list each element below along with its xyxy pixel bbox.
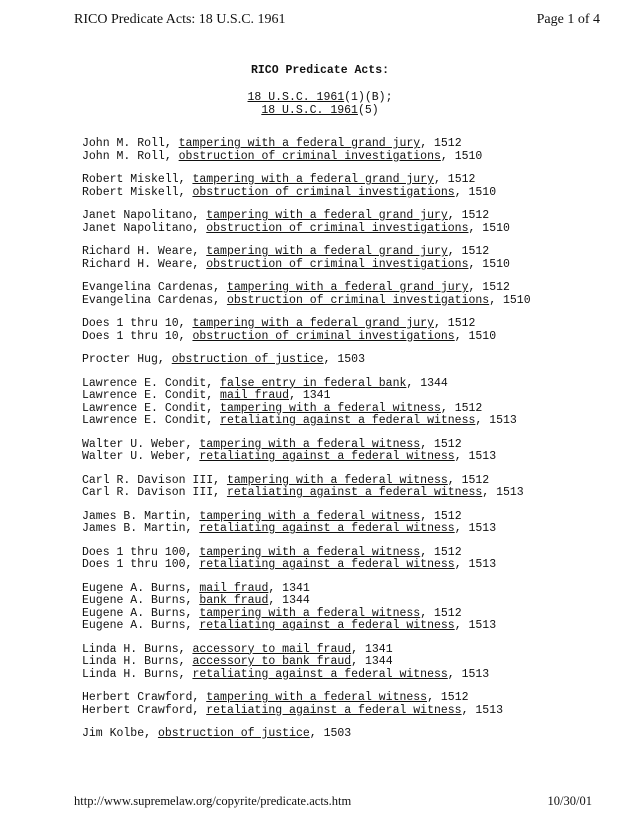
entry-row: Walter U. Weber, tampering with a federal witness, 1512 (82, 437, 462, 451)
predicate-act-link[interactable]: obstruction of criminal investigations (206, 221, 469, 235)
statute-section: 1510 (454, 149, 483, 163)
entry-row: Jim Kolbe, obstruction of justice, 1503 (82, 727, 352, 740)
predicate-act-link[interactable]: obstruction of justice (171, 353, 324, 366)
defendant-name: Carl R. Davison III (82, 473, 214, 487)
predicate-act-link[interactable]: mail fraud (220, 389, 290, 402)
citation-suffix: (1)(B); (344, 91, 393, 104)
predicate-act-link[interactable]: obstruction of criminal investigations (226, 293, 490, 307)
defendant-name: Does 1 thru 100 (82, 558, 186, 571)
entry-row: Does 1 thru 10, tampering with a federal grand jury, 1512 (82, 317, 476, 330)
predicate-act-link[interactable]: obstruction of criminal investigations (206, 257, 469, 271)
predicate-act-link[interactable]: retaliating against a federal witness (199, 522, 455, 535)
statute-section: 1512 (434, 509, 462, 523)
defendant-name: Robert Miskell (82, 173, 179, 186)
predicate-act-link[interactable]: accessory to bank fraud (192, 655, 352, 668)
entry-row: Lawrence E. Condit, tampering with a federal witness, 1512 (82, 401, 483, 415)
citation-line (0, 104, 640, 117)
defendant-name: Richard H. Weare (82, 245, 193, 258)
defendant-name: Robert Miskell (82, 185, 179, 199)
statute-section: 1513 (468, 558, 497, 571)
statute-section: 1512 (434, 545, 462, 559)
entry-group (82, 138, 622, 163)
entry-group (82, 174, 622, 199)
entry-group (82, 511, 622, 536)
entry-row: Eugene A. Burns, mail fraud, 1341 (82, 581, 310, 595)
predicate-act-link[interactable]: tampering with a federal witness (220, 401, 441, 415)
statute-section: 1344 (282, 594, 310, 607)
statute-section: 1510 (482, 221, 510, 235)
statute-section: 1344 (420, 376, 448, 390)
predicate-act-link[interactable]: tampering with a federal witness (199, 509, 421, 523)
defendant-name: Lawrence E. Condit (82, 414, 207, 427)
predicate-act-link[interactable]: retaliating against a federal witness (220, 414, 476, 427)
defendant-name: Carl R. Davison III (82, 486, 214, 499)
predicate-act-link[interactable]: obstruction of justice (157, 727, 310, 740)
statute-section: 1510 (503, 293, 531, 307)
defendant-name: John M. Roll (82, 149, 165, 163)
entry-row: Janet Napolitano, obstruction of criminal investigations, 1510 (82, 221, 510, 235)
statute-section: 1513 (461, 667, 490, 681)
entry-row: James B. Martin, retaliating against a federal witness, 1513 (82, 522, 497, 535)
entry-row: Carl R. Davison III, retaliating against a federal witness, 1513 (82, 486, 524, 499)
predicate-act-link[interactable]: tampering with a federal witness (199, 545, 421, 559)
predicate-act-link[interactable]: false entry in federal bank (220, 376, 407, 390)
defendant-name: Evangelina Cardenas (82, 293, 214, 307)
entry-group (82, 210, 622, 235)
entry-group (82, 282, 622, 307)
citation-suffix: (5) (357, 104, 379, 117)
defendant-name: Linda H. Burns (82, 642, 179, 656)
entry-row: Eugene A. Burns, tampering with a federal witness, 1512 (82, 606, 462, 620)
entry-row: Linda H. Burns, accessory to mail fraud, 1341 (82, 642, 393, 656)
statute-section: 1513 (475, 703, 503, 717)
entry-row: Carl R. Davison III, tampering with a federal witness, 1512 (82, 473, 490, 487)
predicate-act-link[interactable]: tampering with a federal witness (199, 437, 421, 451)
predicate-act-link[interactable]: tampering with a federal grand jury (192, 173, 434, 186)
entry-group (82, 644, 622, 682)
entry-row: Does 1 thru 100, retaliating against a federal witness, 1513 (82, 558, 497, 571)
header-title: RICO Predicate Acts: 18 U.S.C. 1961 (74, 12, 286, 27)
entry-row: Does 1 thru 10, obstruction of criminal investigations, 1510 (82, 329, 497, 343)
entry-row: Eugene A. Burns, retaliating against a federal witness, 1513 (82, 619, 497, 632)
entry-row: Does 1 thru 100, tampering with a federal witness, 1512 (82, 545, 462, 559)
entry-row: Robert Miskell, tampering with a federal grand jury, 1512 (82, 173, 476, 186)
predicate-act-link[interactable]: tampering with a federal grand jury (226, 281, 469, 294)
citations (0, 91, 640, 117)
entry-group (82, 439, 622, 464)
statute-section: 1510 (468, 329, 497, 343)
predicate-act-link[interactable]: obstruction of criminal investigations (192, 329, 455, 343)
citation-line (0, 91, 640, 104)
predicate-act-link[interactable]: bank fraud (199, 594, 269, 607)
statute-section: 1512 (440, 691, 469, 704)
statute-section: 1512 (461, 209, 490, 222)
entry-group (82, 378, 622, 428)
defendant-name: Lawrence E. Condit (82, 389, 207, 402)
statute-section: 1503 (323, 727, 352, 740)
defendant-name: Eugene A. Burns (82, 606, 186, 620)
entry-row: Linda H. Burns, accessory to bank fraud, 1344 (82, 655, 393, 668)
entry-row: Linda H. Burns, retaliating against a federal witness, 1513 (82, 667, 490, 681)
entry-group (82, 475, 622, 500)
citation-link[interactable]: 18 U.S.C. 1961 (247, 91, 345, 104)
statute-section: 1512 (434, 437, 462, 451)
defendant-name: Walter U. Weber (82, 437, 186, 451)
predicate-act-link[interactable]: tampering with a federal grand jury (178, 137, 421, 150)
citation-link[interactable]: 18 U.S.C. 1961 (261, 104, 358, 117)
defendant-name: Linda H. Burns (82, 655, 179, 668)
defendant-name: Lawrence E. Condit (82, 376, 207, 390)
entry-row: Procter Hug, obstruction of justice, 1503 (82, 353, 365, 366)
predicate-act-link[interactable]: tampering with a federal grand jury (206, 245, 448, 258)
entry-group (82, 728, 622, 741)
entry-group (82, 547, 622, 572)
defendant-name: Does 1 thru 100 (82, 545, 186, 559)
predicate-act-link[interactable]: tampering with a federal grand jury (192, 317, 434, 330)
defendant-name: Walter U. Weber (82, 450, 186, 463)
predicate-act-link[interactable]: retaliating against a federal witness (206, 703, 462, 717)
defendant-name: Eugene A. Burns (82, 594, 186, 607)
statute-section: 1512 (461, 473, 490, 487)
predicate-act-link[interactable]: tampering with a federal witness (226, 473, 448, 487)
defendant-name: Procter Hug (82, 353, 158, 366)
defendant-name: Janet Napolitano (82, 221, 193, 235)
statute-section: 1344 (364, 655, 393, 668)
entry-row: Herbert Crawford, retaliating against a federal witness, 1513 (82, 703, 503, 717)
statute-section: 1341 (282, 581, 310, 595)
entry-group (82, 692, 622, 717)
entry-row: Herbert Crawford, tampering with a federal witness, 1512 (82, 691, 469, 704)
statute-section: 1510 (468, 185, 497, 199)
statute-section: 1510 (482, 257, 510, 271)
predicate-acts-list (82, 138, 622, 752)
defendant-name: Linda H. Burns (82, 667, 179, 681)
predicate-act-link[interactable]: mail fraud (199, 581, 269, 595)
entry-row: John M. Roll, tampering with a federal grand jury, 1512 (82, 137, 462, 150)
document-title: RICO Predicate Acts: (250, 64, 390, 77)
footer-date: 10/30/01 (547, 794, 592, 808)
defendant-name: Does 1 thru 10 (82, 329, 179, 343)
statute-section: 1513 (468, 450, 497, 463)
entry-row: Lawrence E. Condit, false entry in federal bank, 1344 (82, 376, 448, 390)
defendant-name: Herbert Crawford (82, 691, 193, 704)
entry-group (82, 318, 622, 343)
entry-row: Eugene A. Burns, bank fraud, 1344 (82, 594, 310, 607)
defendant-name: Eugene A. Burns (82, 581, 186, 595)
defendant-name: Richard H. Weare (82, 257, 193, 271)
page-footer (0, 790, 640, 820)
defendant-name: Herbert Crawford (82, 703, 193, 717)
statute-section: 1341 (302, 389, 331, 402)
entry-row: Evangelina Cardenas, tampering with a federal grand jury, 1512 (82, 281, 510, 294)
entry-row: Lawrence E. Condit, retaliating against a federal witness, 1513 (82, 414, 517, 427)
entry-row: Richard H. Weare, obstruction of criminal investigations, 1510 (82, 257, 510, 271)
predicate-act-link[interactable]: tampering with a federal grand jury (206, 209, 448, 222)
predicate-act-link[interactable]: tampering with a federal witness (206, 691, 428, 704)
predicate-act-link[interactable]: retaliating against a federal witness (199, 558, 455, 571)
statute-section: 1341 (364, 642, 393, 656)
statute-section: 1513 (489, 414, 517, 427)
statute-section: 1512 (434, 606, 462, 620)
predicate-act-link[interactable]: retaliating against a federal witness (199, 450, 455, 463)
predicate-act-link[interactable]: tampering with a federal witness (199, 606, 421, 620)
entry-group (82, 583, 622, 633)
defendant-name: Evangelina Cardenas (82, 281, 214, 294)
statute-section: 1513 (496, 486, 524, 499)
entry-row: Walter U. Weber, retaliating against a federal witness, 1513 (82, 450, 497, 463)
predicate-act-link[interactable]: accessory to mail fraud (192, 642, 352, 656)
statute-section: 1512 (461, 245, 490, 258)
entry-group (82, 354, 622, 367)
entry-row: James B. Martin, tampering with a federal witness, 1512 (82, 509, 462, 523)
predicate-act-link[interactable]: obstruction of criminal investigations (178, 149, 441, 163)
predicate-act-link[interactable]: retaliating against a federal witness (199, 619, 455, 632)
statute-section: 1512 (434, 137, 462, 150)
defendant-name: James B. Martin (82, 522, 186, 535)
predicate-act-link[interactable]: retaliating against a federal witness (192, 667, 448, 681)
statute-section: 1513 (468, 522, 497, 535)
statute-section: 1512 (454, 401, 483, 415)
statute-section: 1512 (447, 173, 476, 186)
statute-section: 1512 (482, 281, 510, 294)
entry-group (82, 246, 622, 271)
entry-row: Janet Napolitano, tampering with a federal grand jury, 1512 (82, 209, 490, 222)
entry-row: John M. Roll, obstruction of criminal investigations, 1510 (82, 149, 483, 163)
entry-row: Lawrence E. Condit, mail fraud, 1341 (82, 389, 331, 402)
defendant-name: Eugene A. Burns (82, 619, 186, 632)
entry-row: Evangelina Cardenas, obstruction of criminal investigations, 1510 (82, 293, 531, 307)
defendant-name: Does 1 thru 10 (82, 317, 179, 330)
page-number: Page 1 of 4 (536, 12, 600, 27)
footer-url: http://www.supremelaw.org/copyrite/predicate.acts.htm (74, 794, 352, 808)
defendant-name: Lawrence E. Condit (82, 401, 207, 415)
defendant-name: Janet Napolitano (82, 209, 193, 222)
entry-row: Robert Miskell, obstruction of criminal investigations, 1510 (82, 185, 497, 199)
predicate-act-link[interactable]: obstruction of criminal investigations (192, 185, 455, 199)
statute-section: 1513 (468, 619, 497, 632)
statute-section: 1512 (447, 317, 476, 330)
predicate-act-link[interactable]: retaliating against a federal witness (226, 486, 483, 499)
entry-row: Richard H. Weare, tampering with a federal grand jury, 1512 (82, 245, 490, 258)
page-header (0, 0, 640, 44)
defendant-name: James B. Martin (82, 509, 186, 523)
statute-section: 1503 (337, 353, 365, 366)
defendant-name: John M. Roll (82, 137, 165, 150)
defendant-name: Jim Kolbe (82, 727, 145, 740)
